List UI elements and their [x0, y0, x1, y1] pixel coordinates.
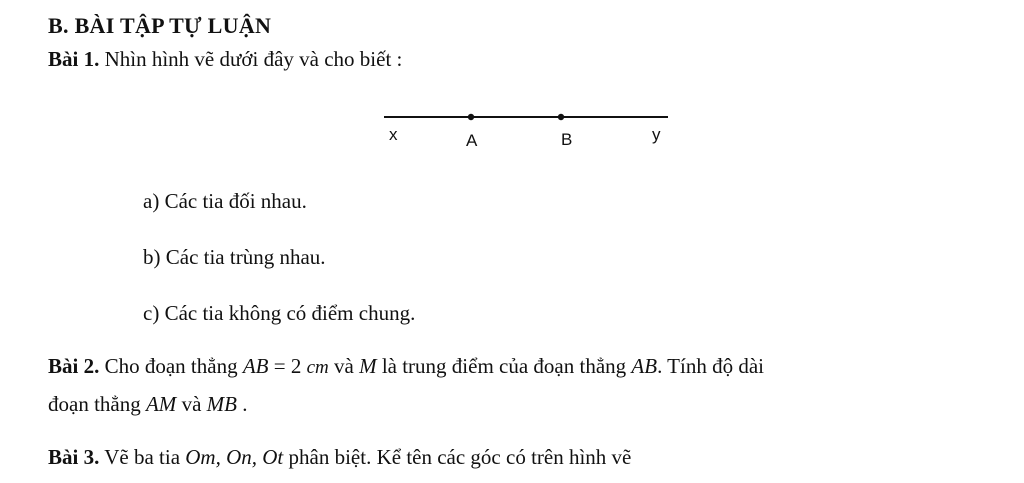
exercise-2-line2-text-3: .: [236, 392, 248, 416]
exercise-1-prompt: [48, 46, 402, 72]
exercise-2-text-1: Cho đoạn thẳng: [99, 354, 243, 378]
exercise-2-line-1: [48, 353, 764, 381]
question-c: c) Các tia không có điểm chung.: [143, 301, 416, 325]
label-b: B: [561, 130, 573, 149]
exercise-3-prompt: [48, 444, 631, 470]
label-y: y: [652, 125, 661, 144]
exercise-1-label: Bài 1.: [48, 47, 100, 71]
math-mb: MB: [206, 392, 237, 416]
exercise-2-line-2: [48, 391, 247, 417]
math-equals: = 2: [268, 354, 307, 378]
exercise-3-text-1: Vẽ ba tia: [99, 445, 186, 469]
section-title: B. BÀI TẬP TỰ LUẬN: [48, 13, 272, 38]
exercise-2-line2-text-2: và: [176, 392, 207, 416]
math-rays: Om, On, Ot: [185, 445, 284, 469]
math-unit: cm: [306, 357, 329, 378]
point-b-dot: [558, 114, 564, 120]
line-figure: [378, 105, 678, 155]
exercise-2-text-2: và: [328, 354, 360, 378]
label-x: x: [389, 125, 398, 144]
point-a-dot: [468, 114, 474, 120]
question-a: a) Các tia đối nhau.: [143, 189, 307, 213]
exercise-2-text-4: . Tính độ dài: [657, 354, 765, 378]
exercise-2-label: Bài 2.: [48, 354, 100, 378]
exercise-3-label: Bài 3.: [48, 445, 100, 469]
math-m: M: [359, 354, 377, 378]
exercise-2-line2-text-1: đoạn thẳng: [48, 392, 146, 416]
exercise-1-text: Nhìn hình vẽ dưới đây và cho biết :: [99, 47, 403, 71]
math-am: AM: [145, 392, 177, 416]
label-a: A: [466, 131, 478, 150]
exercise-3-text-2: phân biệt. Kể tên các góc có trên hình vẽ: [283, 445, 632, 469]
exercise-2-text-3: là trung điểm của đoạn thẳng: [376, 354, 632, 378]
question-b: b) Các tia trùng nhau.: [143, 245, 326, 269]
math-ab-2: AB: [631, 354, 658, 378]
math-ab: AB: [242, 354, 269, 378]
